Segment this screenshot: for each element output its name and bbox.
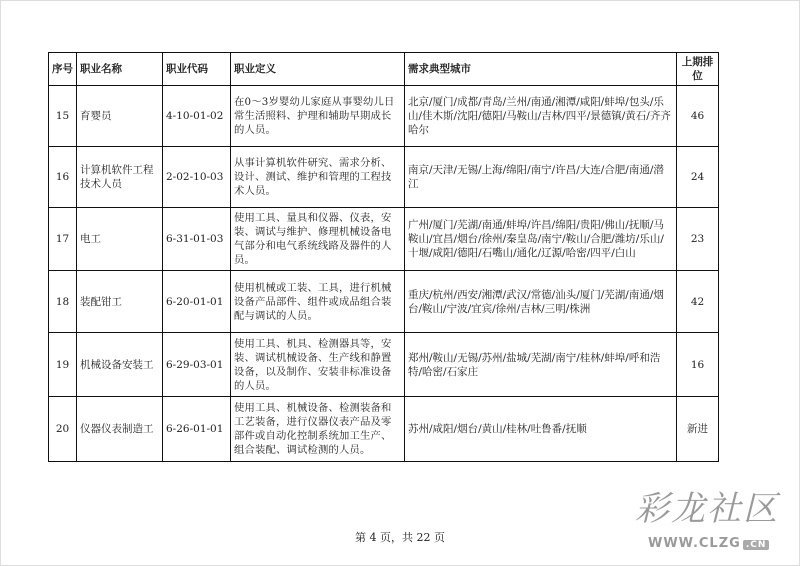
header-definition: 职业定义 <box>231 53 405 86</box>
previous-rank: 24 <box>677 147 719 208</box>
table-row <box>49 208 719 271</box>
watermark-url <box>648 536 769 552</box>
table-row <box>49 333 719 397</box>
table-row <box>49 147 719 208</box>
demand-cities: 南京/天津/无锡/上海/绵阳/南宁/许昌/大连/合肥/南通/潜江 <box>405 147 677 208</box>
occupation-definition: 使用工具、机械设备、检测装备和工艺装备，进行仪器仪表产品及零部件或自动化控制系统加工生产、组合装配、调试检测的人员。 <box>231 397 405 462</box>
header-no: 序号 <box>49 53 77 86</box>
demand-cities: 北京/厦门/成都/青岛/兰州/南通/湘潭/咸阳/蚌埠/包头/乐山/佳木斯/沈阳/德阳/马鞍山/吉林/四平/景德镇/黄石/齐齐哈尔 <box>405 86 677 147</box>
previous-rank: 16 <box>677 333 719 397</box>
row-number: 20 <box>49 397 77 462</box>
demand-cities: 苏州/咸阳/烟台/黄山/桂林/吐鲁番/抚顺 <box>405 397 677 462</box>
page-footer: 第 4 页，共 22 页 <box>355 531 445 544</box>
demand-cities: 广州/厦门/芜湖/南通/蚌埠/许昌/绵阳/贵阳/佛山/抚顺/马鞍山/宜昌/烟台/徐州/秦皇岛/南宁/鞍山/合肥/潍坊/乐山/十堰/咸阳/德阳/石嘴山/通化/辽源/哈密/四平/白山 <box>405 208 677 271</box>
watermark-tld: .CN <box>743 540 770 550</box>
watermark-url-text: WWW.CLZG <box>648 536 741 551</box>
occupation-name: 机械设备安装工 <box>77 333 163 397</box>
occupation-table <box>48 52 719 462</box>
occupation-name: 计算机软件工程技术人员 <box>77 147 163 208</box>
table-row <box>49 397 719 462</box>
table-header-row <box>49 53 719 86</box>
header-prev-rank: 上期排位 <box>677 53 719 86</box>
table-row <box>49 86 719 147</box>
occupation-code: 6-20-01-01 <box>163 271 231 333</box>
occupation-name: 仪器仪表制造工 <box>77 397 163 462</box>
occupation-definition: 从事计算机软件研究、需求分析、设计、测试、维护和管理的工程技术人员。 <box>231 147 405 208</box>
occupation-definition: 使用机械或工装、工具，进行机械设备产品部件、组件或成品组合装配与调试的人员。 <box>231 271 405 333</box>
row-number: 18 <box>49 271 77 333</box>
occupation-name: 装配钳工 <box>77 271 163 333</box>
occupation-definition: 使用工具、量具和仪器、仪表，安装、调试与维护、修理机械设备电气部分和电气系统线路及器件的人员。 <box>231 208 405 271</box>
header-cities: 需求典型城市 <box>405 53 677 86</box>
demand-cities: 重庆/杭州/西安/湘潭/武汉/常德/汕头/厦门/芜湖/南通/烟台/鞍山/宁波/宜宾/徐州/吉林/三明/株洲 <box>405 271 677 333</box>
previous-rank: 46 <box>677 86 719 147</box>
occupation-code: 6-31-01-03 <box>163 208 231 271</box>
occupation-definition: 在0～3岁婴幼儿家庭从事婴幼儿日常生活照料、护理和辅助早期成长的人员。 <box>231 86 405 147</box>
occupation-code: 4-10-01-02 <box>163 86 231 147</box>
previous-rank: 42 <box>677 271 719 333</box>
demand-cities: 郑州/鞍山/无锡/苏州/盐城/芜湖/南宁/桂林/蚌埠/呼和浩特/哈密/石家庄 <box>405 333 677 397</box>
header-code: 职业代码 <box>163 53 231 86</box>
watermark-logo: 彩龙社区 <box>635 489 779 529</box>
occupation-name: 电工 <box>77 208 163 271</box>
occupation-definition: 使用工具、机具、检测器具等，安装、调试机械设备、生产线和静置设备，以及制作、安装非标准设备的人员。 <box>231 333 405 397</box>
row-number: 19 <box>49 333 77 397</box>
previous-rank: 23 <box>677 208 719 271</box>
occupation-code: 2-02-10-03 <box>163 147 231 208</box>
header-name: 职业名称 <box>77 53 163 86</box>
occupation-name: 育婴员 <box>77 86 163 147</box>
table-row <box>49 271 719 333</box>
row-number: 15 <box>49 86 77 147</box>
occupation-code: 6-29-03-01 <box>163 333 231 397</box>
row-number: 16 <box>49 147 77 208</box>
row-number: 17 <box>49 208 77 271</box>
previous-rank: 新进 <box>677 397 719 462</box>
occupation-code: 6-26-01-01 <box>163 397 231 462</box>
